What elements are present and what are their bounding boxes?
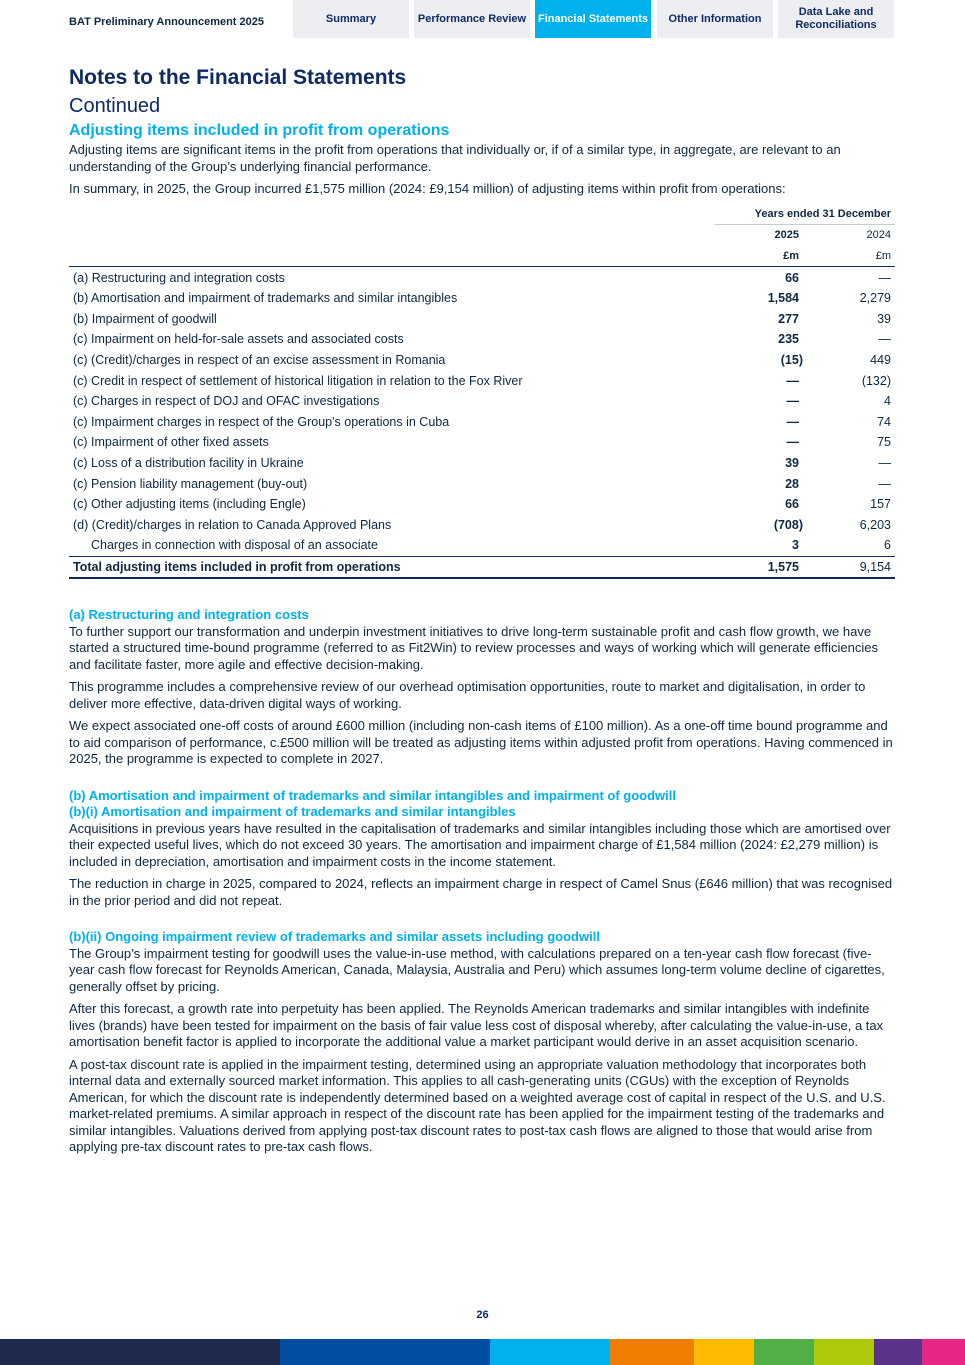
value-2025: 66 [785,497,799,512]
value-2024: 157 [870,497,891,512]
tab-summary[interactable]: Summary [293,0,409,38]
color-segment [922,1339,965,1365]
color-segment [0,1339,280,1365]
note-a-paragraph: To further support our transformation and underpin investment initiatives to drive long-term sustainable profit and cash flow growth, we have started a structured time-bound programme (referred to as Fit2Win) to review processes and ways of working which will generate efficiencies and facilitate faster, more agile and effective decision-making. [69,623,878,672]
row-label: (c) Credit in respect of settlement of historical litigation in relation to the Fox River [73,373,523,388]
column-2025-header: 2025 [774,229,799,242]
row-label: (c) Pension liability management (buy-out) [73,476,308,491]
adjusting-items-table [69,204,895,580]
tab-performance-review[interactable]: Performance Review [414,0,530,38]
table-total-row [69,556,895,578]
row-label: (c) Other adjusting items (including Engle) [73,497,306,512]
report-brand-title: BAT Preliminary Announcement 2025 [69,16,264,28]
table-row [69,453,895,474]
value-2024: 74 [877,414,891,429]
value-2024: — [878,455,891,470]
value-2025: 277 [778,311,799,326]
note-bi-paragraph: The reduction in charge in 2025, compared to 2024, reflects an impairment charge in respect of Camel Snus (£646 million) that was recognised in the prior period and did not repeat. [69,876,893,908]
row-label: (d) (Credit)/charges in relation to Canada Approved Plans [73,517,392,532]
top-navigation [0,0,965,38]
row-label: (c) Impairment on held-for-sale assets and associated costs [73,332,404,347]
value-2025: 1,584 [767,291,799,306]
page-number: 26 [476,1309,489,1321]
note-a-paragraph: This programme includes a comprehensive review of our overhead optimisation opportunities, route to market and digitalisation, in order to deliver more effective, data-driven digital ways of working. [69,679,866,711]
color-segment [610,1339,694,1365]
note-bi-title: (b)(i) Amortisation and impairment of trademarks and similar intangibles [69,804,516,820]
column-2024-header: 2024 [866,229,891,242]
value-2025: 66 [785,270,799,285]
row-label: (b) Impairment of goodwill [73,311,217,326]
table-row [69,514,895,535]
tab-other-information[interactable]: Other Information [657,0,773,38]
table-row [69,432,895,453]
value-2024: 6,203 [859,517,891,532]
value-2024: — [878,270,891,285]
row-label: (c) (Credit)/charges in respect of an excise assessment in Romania [73,352,446,367]
value-2025: 39 [785,455,799,470]
page-subtitle: Continued [69,95,161,117]
color-segment [694,1339,754,1365]
note-b-title: (b) Amortisation and impairment of trademarks and similar intangibles and impairment of goodwill [69,787,676,803]
value-2025: 235 [778,332,799,347]
note-bii-section [69,929,895,1156]
value-2024: — [878,476,891,491]
value-2024: 4 [884,394,891,409]
section-title: Adjusting items included in profit from operations [69,122,450,139]
total-label: Total adjusting items included in profit from operations [69,556,715,578]
color-segment [814,1339,874,1365]
color-segment [490,1339,610,1365]
tab-data-lake-reconciliations[interactable]: Data Lake and Reconciliations [778,0,894,38]
row-label: (c) Impairment of other fixed assets [73,435,269,450]
value-2025: — [786,394,799,409]
total-2025: 1,575 [715,556,807,578]
table-row [69,494,895,515]
table-header-row [69,204,895,225]
row-label: (c) Impairment charges in respect of the Group's operations in Cuba [73,414,450,429]
table-row [69,370,895,391]
color-segment [874,1339,922,1365]
value-2025: 28 [785,476,799,491]
value-2025: (15) [780,352,803,367]
table-row [69,535,895,556]
value-2024: — [878,332,891,347]
value-2025: 3 [792,538,799,553]
note-bi-paragraph: Acquisitions in previous years have resulted in the capitalisation of trademarks and similar intangibles including those which are amortised over their expected useful lives, which do not exceed 30 years. The amortisation and impairment charge of £1,584 million (2024: £2,279 million) is included in depreciation, amortisation and impairment costs in the income statement. [69,820,891,869]
table-row [69,411,895,432]
color-segment [754,1339,814,1365]
table-unit-row [69,246,895,267]
value-2025: (708) [773,517,803,532]
note-a-paragraph: We expect associated one-off costs of around £600 million (including non-cash items of £100 million). As a one-off time bound programme and to aid comparison of performance, c.£500 million will be treated as adjusting items within adjusted profit from operations. Having commenced in 2025, the programme is expected to complete in 2027. [69,718,893,767]
note-bii-paragraph: A post-tax discount rate is applied in the impairment testing, determined using an appropriate valuation methodology that incorporates both internal data and externally sourced market information. This applies to all cash-generating units (CGUs) with the exception of Reynolds American, for which the discount rate is independently determined based on a weighted average cost of capital in respect of the U.S. and U.S. market-related premiums. A similar approach in respect of the discount rate has been applied for the impairment testing of the trademarks and similar intangibles. Valuations derived from applying post-tax discount rates to post-tax cash flows are aligned to those that would arise from applying pre-tax discount rates to pre-tax cash flows. [69,1056,886,1155]
summary-paragraph: In summary, in 2025, the Group incurred £1,575 million (2024: £9,154 million) of adjusting items within profit from operations: [69,181,786,196]
table-row [69,473,895,494]
table-row [69,350,895,371]
tab-financial-statements[interactable]: Financial Statements [535,0,651,38]
value-2025: — [786,435,799,450]
row-label: (b) Amortisation and impairment of trademarks and similar intangibles [73,291,458,306]
table-row [69,308,895,329]
value-2024: (132) [861,373,891,388]
years-ended-header: Years ended 31 December [715,204,895,225]
note-a-title: (a) Restructuring and integration costs [69,607,309,623]
table-row [69,391,895,412]
table-row [69,267,895,288]
value-2024: 449 [870,352,891,367]
intro-paragraph: Adjusting items are significant items in the profit from operations that individually or, if of a similar type, in aggregate, are relevant to an understanding of the Group’s underlying financial performance. [69,142,841,174]
note-bii-title: (b)(ii) Ongoing impairment review of trademarks and similar assets including goodwill [69,929,600,945]
total-2024: 9,154 [807,556,895,578]
table-row [69,329,895,350]
table-header-row [69,225,895,246]
row-label: (c) Loss of a distribution facility in Ukraine [73,455,304,470]
page-content [69,64,895,1162]
unit-2025: £m [715,246,807,267]
value-2024: 2,279 [859,291,891,306]
unit-2024: £m [807,246,895,267]
page-title: Notes to the Financial Statements [69,66,407,89]
value-2024: 39 [877,311,891,326]
row-label: Charges in connection with disposal of an associate [91,538,378,553]
note-b-section [69,788,895,910]
note-a-section [69,607,895,768]
note-bii-paragraph: After this forecast, a growth rate into perpetuity has been applied. The Reynolds American trademarks and similar intangibles with indefinite lives (brands) have been tested for impairment on the basis of fair value less cost of disposal whereby, after calculating the value-in-use, a tax amortisation benefit factor is applied to incorporate the additional value a market participant would derive in an asset acquisition scenario. [69,1001,884,1050]
row-label: (c) Charges in respect of DOJ and OFAC investigations [73,394,380,409]
value-2025: — [786,414,799,429]
row-label: (a) Restructuring and integration costs [73,270,285,285]
value-2025: — [786,373,799,388]
note-bii-paragraph: The Group’s impairment testing for goodwill uses the value-in-use method, with calculations prepared on a ten-year cash flow forecast (five-year cash flow forecast for Reynolds American, Canada, Malaysia, Australia and Peru) which assumes long-term volume decline of cigarettes, generally offset by pricing. [69,945,885,994]
table-row [69,288,895,309]
value-2024: 6 [884,538,891,553]
value-2024: 75 [877,435,891,450]
footer-color-bar [0,1339,965,1365]
color-segment [280,1339,490,1365]
